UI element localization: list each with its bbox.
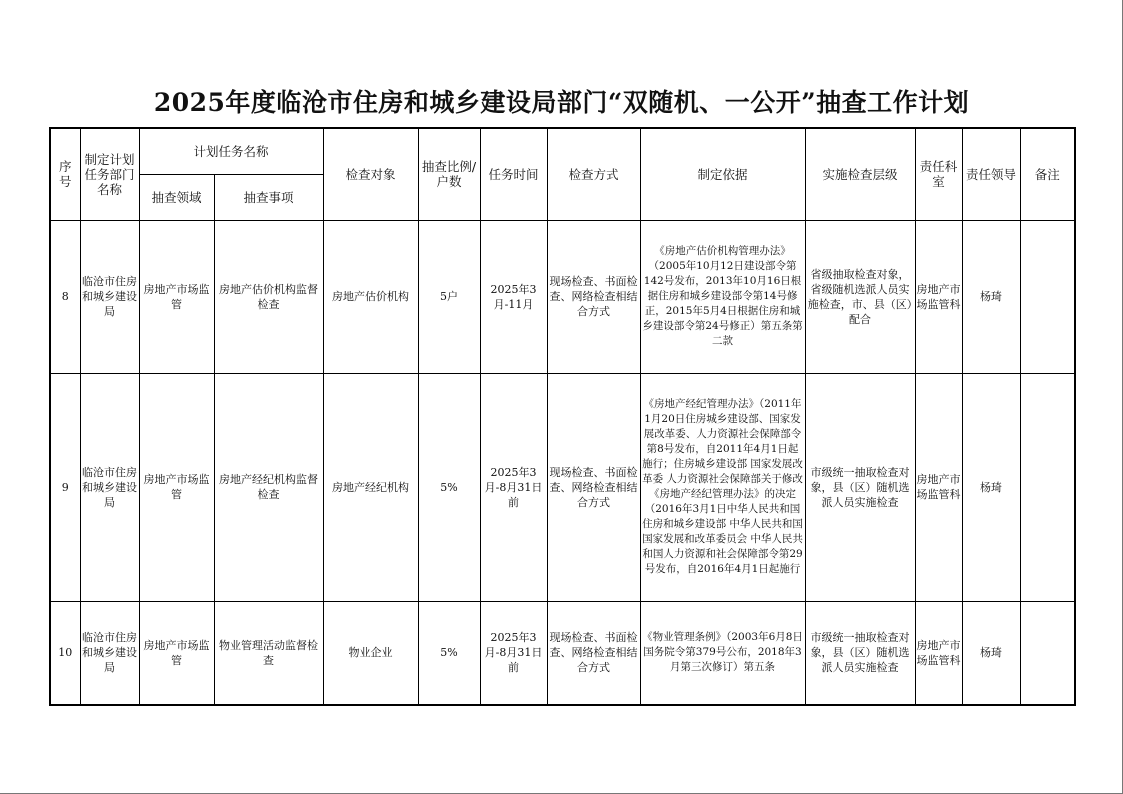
cell-field: 房地产市场监管 [139,220,214,373]
cell-leader: 杨琦 [962,220,1020,373]
table-row [50,601,1075,705]
cell-seq: 10 [50,601,80,705]
cell-object: 房地产估价机构 [323,220,418,373]
cell-time: 2025年3月-8月31日前 [480,373,547,601]
cell-leader: 杨琦 [962,601,1020,705]
cell-note [1020,373,1075,601]
cell-basis: 《房地产估价机构管理办法》（2005年10月12日建设部令第142号发布，2013年10月16日根据住房和城乡建设部令第14号修正，2015年5月4日根据住房和城乡建设部令第24号修正）第五条第二款 [640,220,805,373]
header-level: 实施检查层级 [805,128,915,220]
cell-time: 2025年3月-8月31日前 [480,601,547,705]
cell-item: 房地产经纪机构监督检查 [214,373,323,601]
cell-basis: 《物业管理条例》（2003年6月8日国务院令第379号公布，2018年3月第三次修订）第五条 [640,601,805,705]
header-note: 备注 [1020,128,1075,220]
cell-office: 房地产市场监管科 [915,601,962,705]
cell-level: 省级抽取检查对象，省级随机选派人员实施检查，市、县（区）配合 [805,220,915,373]
table-row [50,373,1075,601]
cell-item: 房地产估价机构监督检查 [214,220,323,373]
cell-dept: 临沧市住房和城乡建设局 [80,373,139,601]
cell-basis: 《房地产经纪管理办法》（2011年1月20日住房城乡建设部、国家发展改革委、人力资源社会保障部令第8号发布，自2011年4月1日起施行；住房城乡建设部 国家发展改革委 人力资源社会保障部关于修改《房地产经纪管理办法》的决定（2016年3月1日中华人民共和国住房和城乡建设部 中华人民共和国国家发展和改革委员会 中华人民共和国人力资源和社会保障部令第29号发布，自2016年4月1日起施行 [640,373,805,601]
cell-level: 市级统一抽取检查对象，县（区）随机选派人员实施检查 [805,601,915,705]
cell-ratio: 5户 [418,220,480,373]
header-row-1 [50,128,1075,174]
header-field: 抽查领域 [139,174,214,220]
cell-field: 房地产市场监管 [139,373,214,601]
cell-item: 物业管理活动监督检查 [214,601,323,705]
cell-office: 房地产市场监管科 [915,220,962,373]
cell-level: 市级统一抽取检查对象，县（区）随机选派人员实施检查 [805,373,915,601]
cell-method: 现场检查、书面检查、网络检查相结合方式 [547,220,640,373]
cell-leader: 杨琦 [962,373,1020,601]
cell-dept: 临沧市住房和城乡建设局 [80,220,139,373]
cell-dept: 临沧市住房和城乡建设局 [80,601,139,705]
inspection-plan-table [49,127,1076,706]
header-time: 任务时间 [480,128,547,220]
header-basis: 制定依据 [640,128,805,220]
cell-seq: 8 [50,220,80,373]
header-office: 责任科室 [915,128,962,220]
document-title: 2025年度临沧市住房和城乡建设局部门“双随机、一公开”抽查工作计划 [153,88,970,117]
cell-seq: 9 [50,373,80,601]
cell-note [1020,220,1075,373]
header-object: 检查对象 [323,128,418,220]
cell-field: 房地产市场监管 [139,601,214,705]
cell-note [1020,601,1075,705]
table-row [50,220,1075,373]
cell-object: 房地产经纪机构 [323,373,418,601]
header-seq: 序号 [50,128,80,220]
cell-method: 现场检查、书面检查、网络检查相结合方式 [547,601,640,705]
header-ratio: 抽查比例/户数 [418,128,480,220]
header-leader: 责任领导 [962,128,1020,220]
header-item: 抽查事项 [214,174,323,220]
header-task-group: 计划任务名称 [139,128,323,174]
header-method: 检查方式 [547,128,640,220]
cell-object: 物业企业 [323,601,418,705]
cell-method: 现场检查、书面检查、网络检查相结合方式 [547,373,640,601]
cell-ratio: 5% [418,601,480,705]
cell-office: 房地产市场监管科 [915,373,962,601]
header-dept: 制定计划任务部门名称 [80,128,139,220]
cell-ratio: 5% [418,373,480,601]
cell-time: 2025年3月-11月 [480,220,547,373]
